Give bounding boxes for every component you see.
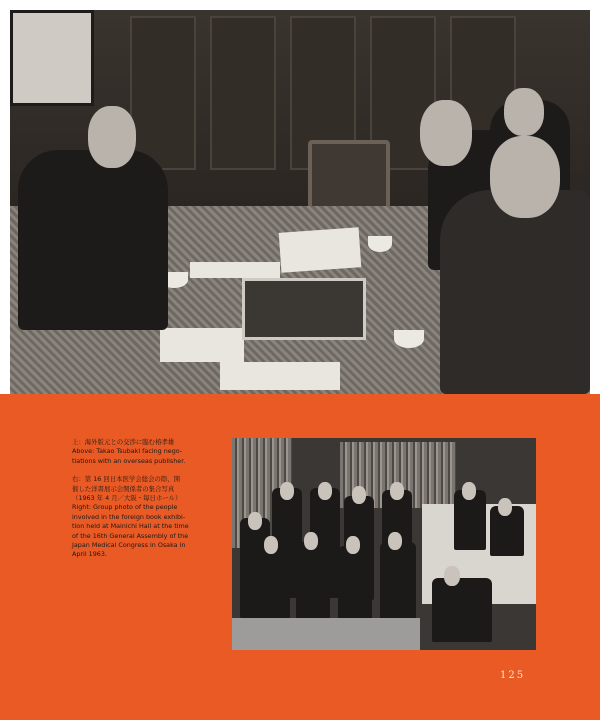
attendee (440, 190, 590, 394)
tsubaki-face (420, 100, 472, 166)
attendee-face (504, 88, 544, 136)
caption-right-ja: （1963 年 4 月／大阪・毎日ホール） (72, 494, 182, 503)
group-member (338, 546, 372, 620)
caption-right-en: tion held at Mainichi Hall at the time (72, 522, 189, 531)
caption-right (72, 475, 222, 560)
framed-picture (10, 10, 94, 106)
member-face (352, 486, 366, 504)
wall-panel (130, 16, 196, 170)
member-face (264, 536, 278, 554)
caption-above-en: tiations with an overseas publisher. (72, 456, 186, 465)
member-face (390, 482, 404, 500)
member-face (280, 482, 294, 500)
member-face (248, 512, 262, 530)
member-face (444, 566, 460, 586)
member-face (304, 532, 318, 550)
caption-right-ja: 催した洋書展示会関係者の集合写真 (72, 484, 175, 493)
photo-margin (232, 618, 420, 650)
negotiation-photo (10, 10, 590, 394)
member-face (318, 482, 332, 500)
caption-right-en: April 1963. (72, 550, 107, 559)
attendee-face (490, 136, 560, 218)
caption-right-en: Japan Medical Congress in Osaka in (72, 541, 186, 550)
group-member (256, 546, 290, 620)
group-member (380, 542, 416, 620)
papers (220, 362, 340, 390)
book-stack (160, 328, 244, 362)
group-member (432, 578, 492, 642)
page-number: 125 (500, 670, 526, 681)
member-face (346, 536, 360, 554)
member-face (388, 532, 402, 550)
caption-text (72, 438, 222, 569)
publisher-person (18, 150, 168, 330)
member-face (462, 482, 476, 500)
caption-right-en: of the 16th General Assembly of the (72, 531, 189, 540)
caption-above (72, 438, 222, 466)
member-face (498, 498, 512, 516)
teacup (394, 330, 424, 348)
caption-above-ja: 上：海外版元との交渉に臨む椿孝雄 (72, 438, 175, 446)
caption-right-en: Right: Group photo of the people (72, 503, 178, 512)
teacup (368, 236, 392, 252)
group-photo (232, 438, 536, 650)
papers (279, 227, 362, 272)
tray (242, 278, 366, 340)
papers (190, 262, 280, 278)
wall-panel (210, 16, 276, 170)
group-member (296, 542, 330, 620)
caption-right-ja: 右：第 16 回日本医学会総会の際、開 (72, 475, 181, 484)
caption-right-en: involved in the foreign book exhibi- (72, 512, 186, 521)
caption-above-en: Above: Takao Tsubaki facing nego- (72, 447, 183, 456)
publisher-face (88, 106, 136, 168)
